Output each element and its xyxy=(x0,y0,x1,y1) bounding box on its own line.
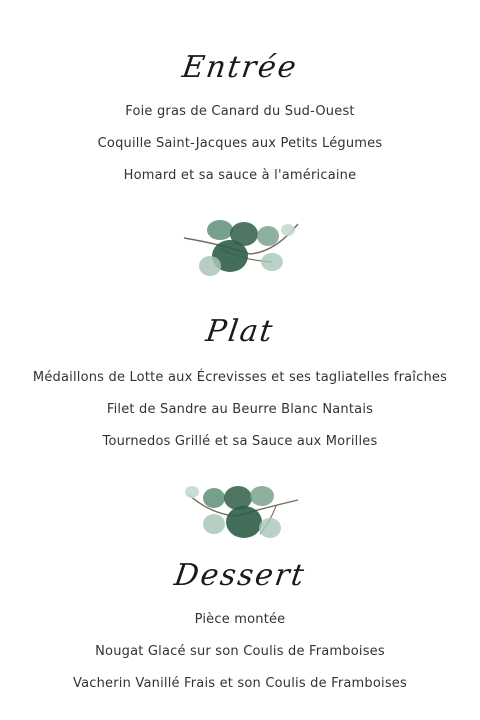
menu-item: Nougat Glacé sur son Coulis de Framboises xyxy=(95,644,385,659)
menu-item: Médaillons de Lotte aux Écrevisses et ses tagliatelles fraîches xyxy=(32,370,448,385)
section-title-plat: Plat xyxy=(203,314,277,349)
menu-item: Coquille Saint-Jacques aux Petits Légumes xyxy=(97,136,383,151)
eucalyptus-sprig-icon xyxy=(180,214,302,286)
section-title-dessert: Dessert xyxy=(172,558,308,593)
menu-item: Pièce montée xyxy=(194,612,286,627)
menu-item: Filet de Sandre au Beurre Blanc Nantais xyxy=(106,402,374,417)
menu-item: Foie gras de Canard du Sud-Ouest xyxy=(125,104,355,119)
menu-item: Homard et sa sauce à l'américaine xyxy=(123,168,357,183)
menu-item: Tournedos Grillé et sa Sauce aux Morilles xyxy=(102,434,378,449)
menu-item: Vacherin Vanillé Frais et son Coulis de Framboises xyxy=(73,676,407,691)
eucalyptus-sprig-icon xyxy=(180,478,302,550)
section-title-entree: Entrée xyxy=(179,50,301,85)
